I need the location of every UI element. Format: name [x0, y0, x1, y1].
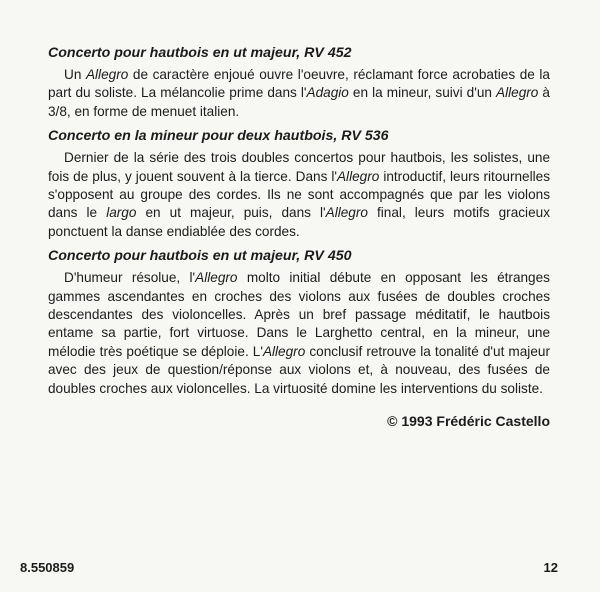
- section-body-rv452: [48, 66, 550, 121]
- text-column: [48, 44, 550, 430]
- section-body-rv536: [48, 149, 550, 241]
- section-title-rv536: Concerto en la mineur pour deux hautbois, RV 536: [48, 128, 389, 145]
- section-body-rv450: [48, 269, 550, 398]
- catalog-number: 8.550859: [20, 560, 75, 575]
- page-number: 12: [543, 560, 558, 575]
- italic-run: Allegro: [336, 168, 380, 184]
- text-run: final, leurs motifs gracieux ponctuent la danse endiablée des cordes.: [48, 205, 550, 239]
- italic-run: Allegro: [496, 85, 539, 101]
- italic-run: Allegro: [85, 67, 129, 82]
- text-run: molto initial débute en opposant les étranges gammes ascendantes en croches des violons aux fusées de doubles croches descendantes des violoncelles. Après un bref passage méditatif, le hautbois entame sa partie, fort virtuose. Dans le Larghetto central, en la mineur, une mélodie très poétique se déploie. L': [48, 270, 550, 359]
- text-run: D'humeur résolue, l': [64, 270, 196, 286]
- text-run: à 3/8, en forme de menuet italien.: [48, 85, 550, 119]
- text-run: Dernier de la série des trois doubles concertos pour hautbois, les solistes, une fois de plus, y jouent souvent à la tierce. Dans l': [48, 150, 550, 184]
- text-run: conclusif retrouve la tonalité d'ut majeur avec des jeux de question/réponse aux violons et, à nouveau, des fusées de doubles croches aux violoncelles. La virtuosité domine les interventions du soliste.: [48, 343, 550, 396]
- italic-run: largo: [106, 205, 137, 221]
- text-run: en ut majeur, puis, dans l': [136, 205, 326, 221]
- section-title-rv452: Concerto pour hautbois en ut majeur, RV 452: [48, 45, 352, 61]
- italic-run: Adagio: [306, 85, 349, 101]
- italic-run: Allegro: [262, 343, 306, 359]
- text-run: de caractère enjoué ouvre l'oeuvre, réclamant force acrobaties de la part du soliste. La mélancolie prime dans l': [48, 67, 550, 101]
- italic-run: Allegro: [195, 270, 238, 286]
- section-title-rv450: Concerto pour hautbois en ut majeur, RV 450: [48, 248, 352, 265]
- text-run: Un: [64, 67, 86, 82]
- copyright-notice: © 1993 Frédéric Castello: [387, 413, 550, 430]
- text-run: introductif, leurs ritournelles s'opposent au groupe des cordes. Ils ne sont accompagnés que par les violons dans le: [48, 168, 550, 221]
- italic-run: Allegro: [325, 205, 368, 221]
- text-run: en la mineur, suivi d'un: [348, 85, 497, 101]
